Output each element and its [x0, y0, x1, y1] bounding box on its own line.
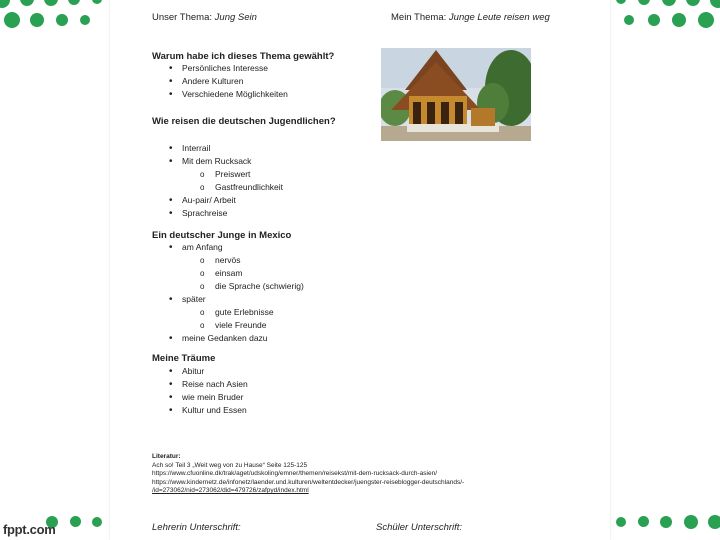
literature-link[interactable]: https://www.cfuonline.dk/trak/aget/udskoling/emner/themen/reisekst/mit-dem-rucksack-durch-asien/ [152, 470, 438, 477]
list-mexico [152, 241, 304, 345]
list-item: • später [152, 293, 304, 306]
section-title-dreams: Meine Träume [152, 353, 216, 364]
list-item: • Interrail [152, 142, 283, 155]
dot-pattern-top-right [610, 0, 720, 35]
literature-link[interactable]: /id=273062/nid=273062/did=479726/zafpyd/index.html [152, 487, 309, 494]
list-item: • Kultur und Essen [152, 404, 248, 417]
brand-logo-text: fppt.com [3, 522, 56, 537]
list-subitem: o Gastfreundlichkeit [152, 181, 283, 194]
literature-title: Literatur: [152, 453, 181, 460]
header-right-label: Mein Thema: [391, 12, 447, 23]
list-dreams [152, 365, 248, 417]
student-signature-label: Schüler Unterschrift: [376, 522, 463, 533]
teacher-signature-label: Lehrerin Unterschrift: [152, 522, 241, 533]
list-subitem: o gute Erlebnisse [152, 306, 304, 319]
list-subitem: o einsam [152, 267, 304, 280]
header-left-topic: Jung Sein [214, 12, 257, 23]
list-item: • Verschiedene Möglichkeiten [152, 88, 288, 101]
literature-link[interactable]: https://www.kindernetz.de/infonetz/laender.und.kulturen/weltentdecker/juengster-reiseblogger-deutschlands/- [152, 478, 465, 486]
list-item: • Abitur [152, 365, 248, 378]
temple-photo [381, 48, 531, 141]
header-left-label: Unser Thema: [152, 12, 213, 23]
list-item: • Reise nach Asien [152, 378, 248, 391]
section-title-travel: Wie reisen die deutschen Jugendlichen? [152, 116, 336, 127]
list-item: • Mit dem Rucksack [152, 155, 283, 168]
list-subitem: o die Sprache (schwierig) [152, 280, 304, 293]
header-right-topic: Junge Leute reisen weg [448, 12, 550, 23]
list-item: • Au-pair/ Arbeit [152, 194, 283, 207]
list-item: • wie mein Bruder [152, 391, 248, 404]
dot-pattern-bottom-right [610, 512, 720, 540]
document-page [110, 0, 610, 540]
list-subitem: o nervös [152, 254, 304, 267]
header-left [152, 12, 257, 23]
list-item: • Andere Kulturen [152, 75, 288, 88]
dot-pattern-top-left [0, 0, 110, 35]
list-travel [152, 142, 283, 220]
section-title-mexico: Ein deutscher Junge in Mexico [152, 230, 292, 241]
list-item: • am Anfang [152, 241, 304, 254]
list-subitem: o viele Freunde [152, 319, 304, 332]
header-right [391, 12, 550, 23]
list-item: • meine Gedanken dazu [152, 332, 304, 345]
list-item: • Sprachreise [152, 207, 283, 220]
list-why [152, 62, 288, 101]
literature-line: Ach so! Teil 3 „Weit weg von zu Hause“ Seite 125-125 [152, 461, 308, 469]
list-item: • Persönliches Interesse [152, 62, 288, 75]
literature-block [152, 453, 592, 496]
list-subitem: o Preiswert [152, 168, 283, 181]
section-title-why: Warum habe ich dieses Thema gewählt? [152, 51, 335, 62]
